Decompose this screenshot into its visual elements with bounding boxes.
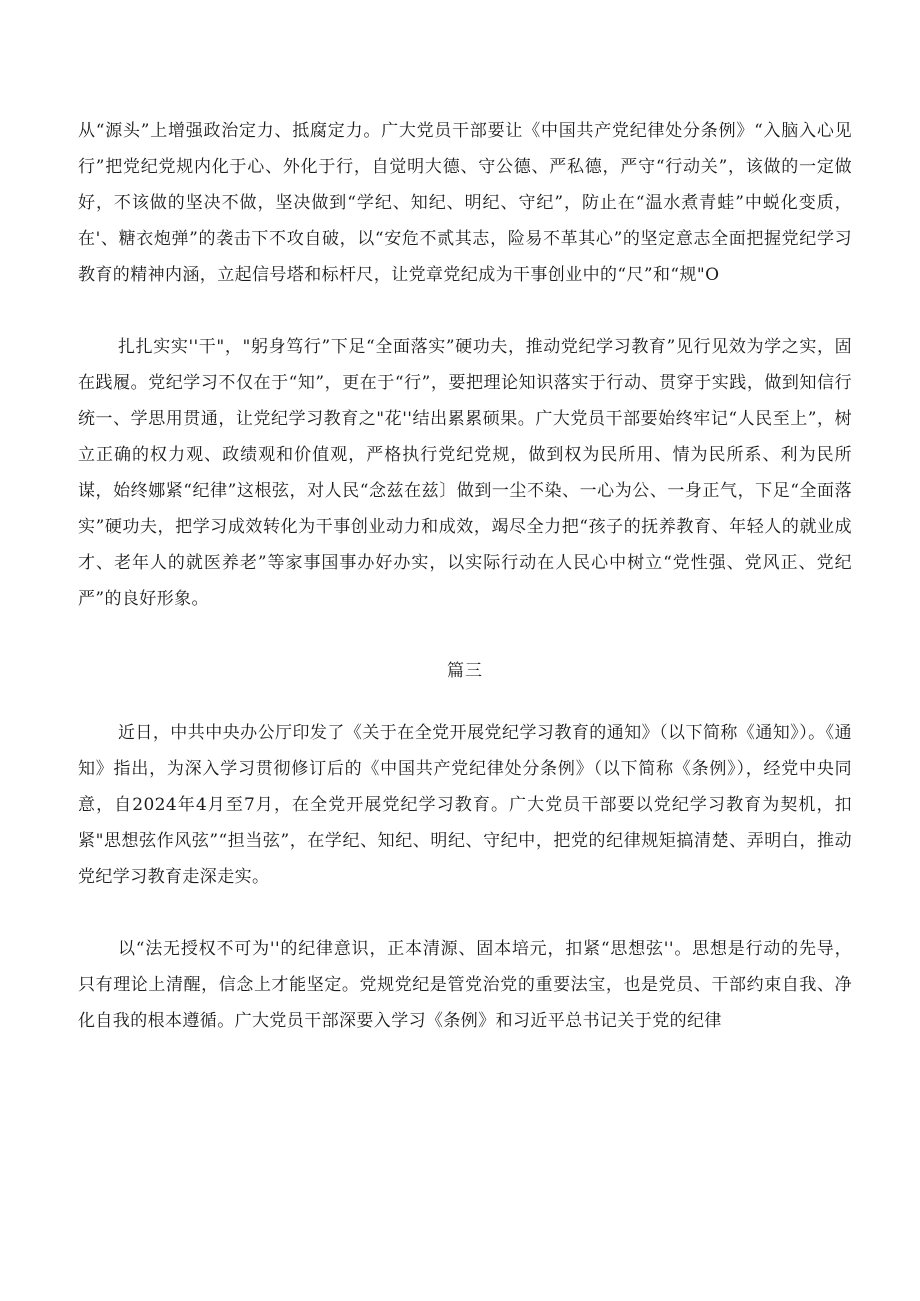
paragraph-4: 以“法无授权不可为''的纪律意识，正本清源、固本培元，扣紧“思想弦''。思想是行动的先导，只有理论上清醒，信念上才能坚定。党规党纪是管党治党的重要法宝，也是党员、干部约束自我、净化自我的根本遵循。广大党员干部深要入学习《条例》和习近平总书记关于党的纪律 (78, 939, 852, 1031)
section-title: 篇三 (447, 661, 483, 681)
paragraph-3: 近日，中共中央办公厅印发了《关于在全党开展党纪学习教育的通知》（以下简称《通知》）。《通知》指出，为深入学习贯彻修订后的《中国共产党纪律处分条例》（以下简称《条例》），经党中央同意，自2024年4月至7月，在全党开展党纪学习教育。广大党员干部要以党纪学习教育为契机，扣紧"思想弦作风弦”“担当弦”，在学纪、知纪、明纪、守纪中，把党的纪律规矩搞清楚、弄明白，推动党纪学习教育走深走实。 (78, 723, 852, 887)
paragraph-2: 扎扎实实''干"，"躬身笃行”下足“全面落实”硬功夫，推动党纪学习教育”见行见效为学之实，固在践履。党纪学习不仅在于“知”，更在于“行”，要把理论知识落实于行动、贯穿于实践，做到知信行统一、学思用贯通，让党纪学习教育之"花''结出累累硕果。广大党员干部要始终牢记“人民至上”，树立正确的权力观、政绩观和价值观，严格执行党纪党规，做到权为民所用、情为民所系、利为民所谋，始终娜紧“纪律”这根弦，对人民“念兹在兹〕做到一尘不染、一心为公、一身正气，下足“全面落实”硬功夫，把学习成效转化为干事创业动力和成效，竭尽全力把“孩子的抚养教育、年轻人的就业成才、老年人的就医养老”等家事国事办好办实，以实际行动在人民心中树立“党性强、党风正、党纪严”的良好形象。 (78, 337, 852, 609)
document-page (78, 113, 852, 1039)
paragraph-1: 从“源头”上增强政治定力、抵腐定力。广大党员干部要让《中国共产党纪律处分条例》“入脑入心见行”把党纪党规内化于心、外化于行，自觉明大德、守公德、严私德，严守“行动关”，该做的一定做好，不该做的坚决不做，坚决做到“学纪、知纪、明纪、守纪”，防止在“温水煮青蛙”中蜕化变质，在'、糖衣炮弹”的袭击下不攻自破，以“安危不贰其志，险易不革其心”的坚定意志全面把握党纪学习教育的精神内涵，立起信号塔和标杆尺，让党章党纪成为干事创业中的“尺”和“规"O (78, 121, 852, 285)
